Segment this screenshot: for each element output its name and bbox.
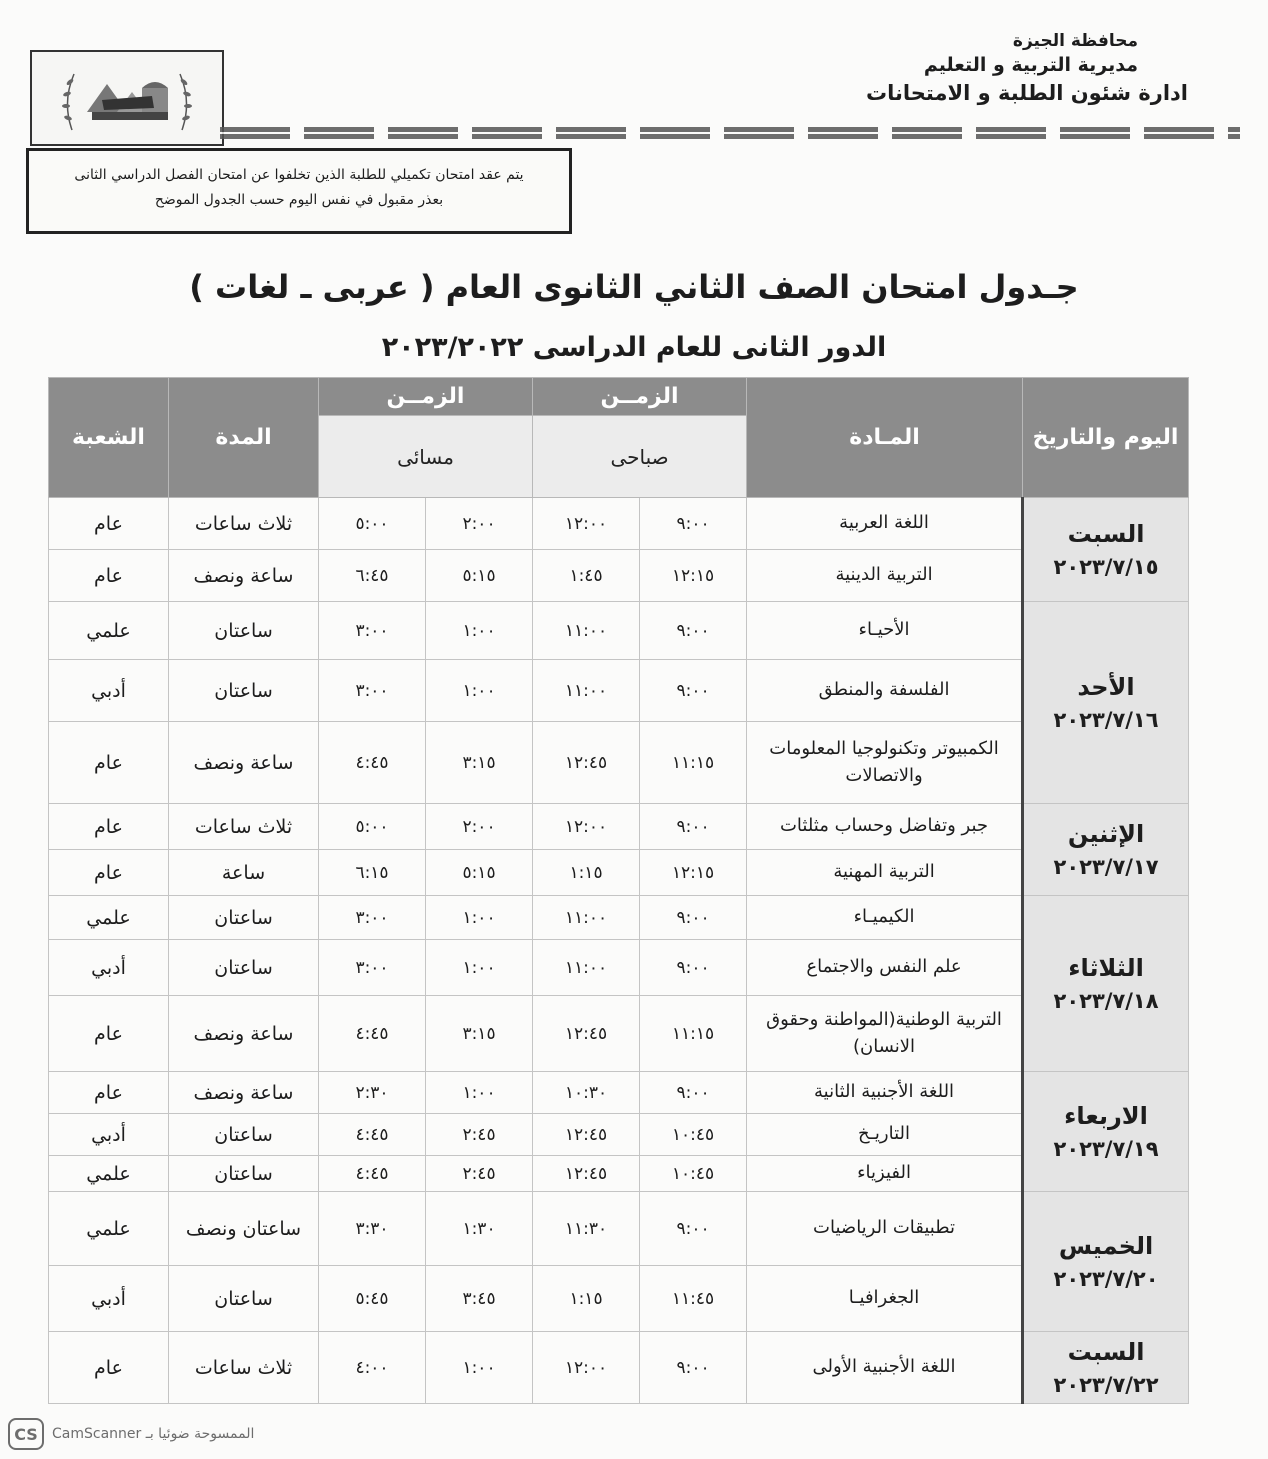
duration-cell: ساعة [169,850,319,896]
table-row [49,602,1189,660]
duration-cell: ساعتان [169,1114,319,1156]
morning-end-time: ١:١٥ [533,1266,640,1332]
evening-end-time: ٢:٣٠ [319,1072,426,1114]
evening-start-time: ١:٠٠ [426,896,533,940]
table-row [49,804,1189,850]
morning-start-time: ١١:٤٥ [640,1266,747,1332]
evening-end-time: ٣:٣٠ [319,1192,426,1266]
table-row [49,1192,1189,1266]
directorate-name: مديرية التربية و التعليم [923,53,1138,76]
header-day: اليوم والتاريخ [1023,378,1189,498]
subject-cell: تطبيقات الرياضيات [747,1192,1023,1266]
morning-start-time: ٩:٠٠ [640,940,747,996]
evening-end-time: ٣:٠٠ [319,940,426,996]
table-row [49,1156,1189,1192]
evening-start-time: ٢:٠٠ [426,804,533,850]
branch-cell: علمي [49,896,169,940]
duration-cell: ساعتان [169,1266,319,1332]
duration-cell: ثلاث ساعات [169,804,319,850]
table-row [49,1266,1189,1332]
morning-end-time: ١٢:٠٠ [533,498,640,550]
branch-cell: عام [49,996,169,1072]
branch-cell: أدبي [49,1114,169,1156]
subject-cell: التربية الوطنية(المواطنة وحقوق الانسان) [747,996,1023,1072]
branch-cell: عام [49,804,169,850]
duration-cell: ساعة ونصف [169,722,319,804]
branch-cell: أدبي [49,940,169,996]
morning-start-time: ٩:٠٠ [640,1332,747,1404]
table-row [49,1114,1189,1156]
duration-cell: ثلاث ساعات [169,1332,319,1404]
morning-start-time: ١٢:١٥ [640,550,747,602]
header-duration: المدة [169,378,319,498]
table-row [49,1072,1189,1114]
subject-cell: الكمبيوتر وتكنولوجيا المعلومات والاتصالات [747,722,1023,804]
branch-cell: علمي [49,1156,169,1192]
day-name: الخميس [1058,1231,1154,1260]
schedule-body [49,498,1189,1404]
evening-end-time: ٤:٤٥ [319,722,426,804]
duration-cell: ساعة ونصف [169,550,319,602]
evening-end-time: ٦:٤٥ [319,550,426,602]
morning-end-time: ١٢:٤٥ [533,722,640,804]
table-row [49,722,1189,804]
duration-cell: ساعتان ونصف [169,1192,319,1266]
duration-cell: ثلاث ساعات [169,498,319,550]
branch-cell: أدبي [49,1266,169,1332]
morning-end-time: ١٢:٤٥ [533,1156,640,1192]
morning-start-time: ٩:٠٠ [640,1072,747,1114]
evening-start-time: ٣:١٥ [426,722,533,804]
exam-schedule-table [48,377,1189,1404]
morning-end-time: ١١:٠٠ [533,896,640,940]
subject-cell: الجغرافيـا [747,1266,1023,1332]
evening-end-time: ٦:١٥ [319,850,426,896]
evening-start-time: ١:٠٠ [426,940,533,996]
page-title: جـدول امتحان الصف الثاني الثانوى العام ( عربى ـ لغات ) [189,268,1079,306]
morning-start-time: ٩:٠٠ [640,804,747,850]
day-date: ٢٠٢٣/٧/١٦ [1053,707,1159,732]
notice-line-1: يتم عقد امتحان تكميلي للطلبة الذين تخلفوا عن امتحان الفصل الدراسي الثانى [74,167,524,183]
subject-cell: علم النفس والاجتماع [747,940,1023,996]
day-date: ٢٠٢٣/٧/٢٢ [1053,1372,1159,1397]
header-evening: مسائى [319,416,533,498]
table-row [49,1332,1189,1404]
header-time-evening-group: الزمــن [319,378,533,416]
morning-end-time: ١٢:٠٠ [533,804,640,850]
evening-end-time: ٤:٤٥ [319,996,426,1072]
branch-cell: عام [49,850,169,896]
morning-end-time: ١:١٥ [533,850,640,896]
department-name: ادارة شئون الطلبة و الامتحانات [866,80,1188,105]
duration-cell: ساعة ونصف [169,996,319,1072]
table-row [49,896,1189,940]
scanner-watermark [8,1416,254,1452]
morning-end-time: ١:٤٥ [533,550,640,602]
day-date-cell [1023,602,1189,804]
evening-end-time: ٤:٠٠ [319,1332,426,1404]
evening-start-time: ١:٠٠ [426,602,533,660]
evening-end-time: ٣:٠٠ [319,660,426,722]
subject-cell: الفلسفة والمنطق [747,660,1023,722]
branch-cell: عام [49,722,169,804]
header-branch: الشعبة [49,378,169,498]
table-row [49,850,1189,896]
giza-governorate-logo [30,50,224,146]
header-divider [220,127,1240,139]
subject-cell: التربية الدينية [747,550,1023,602]
morning-start-time: ١٠:٤٥ [640,1156,747,1192]
morning-end-time: ١١:٠٠ [533,940,640,996]
evening-start-time: ١:٠٠ [426,1332,533,1404]
evening-start-time: ١:٠٠ [426,1072,533,1114]
evening-end-time: ٥:٠٠ [319,498,426,550]
branch-cell: أدبي [49,660,169,722]
evening-start-time: ٥:١٥ [426,850,533,896]
table-row [49,498,1189,550]
duration-cell: ساعتان [169,660,319,722]
evening-start-time: ٢:٤٥ [426,1114,533,1156]
table-row [49,940,1189,996]
subject-cell: الأحيـاء [747,602,1023,660]
evening-end-time: ٥:٠٠ [319,804,426,850]
branch-cell: عام [49,498,169,550]
morning-end-time: ١٠:٣٠ [533,1072,640,1114]
morning-end-time: ١١:٣٠ [533,1192,640,1266]
evening-start-time: ١:٠٠ [426,660,533,722]
table-row [49,550,1189,602]
day-name: السبت [1067,519,1145,548]
subject-cell: اللغة العربية [747,498,1023,550]
morning-start-time: ١١:١٥ [640,722,747,804]
branch-cell: عام [49,1072,169,1114]
duration-cell: ساعتان [169,940,319,996]
day-date-cell [1023,896,1189,1072]
day-name: الأحد [1077,672,1135,701]
day-name: الثلاثاء [1068,953,1144,982]
branch-cell: عام [49,1332,169,1404]
evening-start-time: ٢:٠٠ [426,498,533,550]
camscanner-icon: CS [8,1418,44,1450]
branch-cell: عام [49,550,169,602]
header-morning: صباحى [533,416,747,498]
duration-cell: ساعتان [169,602,319,660]
morning-start-time: ٩:٠٠ [640,602,747,660]
day-date-cell [1023,1072,1189,1192]
table-row [49,996,1189,1072]
evening-end-time: ٣:٠٠ [319,896,426,940]
day-date-cell [1023,1332,1189,1404]
evening-start-time: ١:٣٠ [426,1192,533,1266]
day-date: ٢٠٢٣/٧/١٩ [1053,1136,1159,1161]
evening-start-time: ٣:٤٥ [426,1266,533,1332]
subject-cell: اللغة الأجنبية الأولى [747,1332,1023,1404]
day-date: ٢٠٢٣/٧/١٨ [1053,988,1159,1013]
morning-start-time: ٩:٠٠ [640,1192,747,1266]
subject-cell: اللغة الأجنبية الثانية [747,1072,1023,1114]
table-row [49,660,1189,722]
header-time-morning-group: الزمــن [533,378,747,416]
subject-cell: جبر وتفاضل وحساب مثلثات [747,804,1023,850]
header-subject: المـادة [747,378,1023,498]
governorate-name: محافظة الجيزة [1012,31,1138,51]
notice-line-2: بعذر مقبول في نفس اليوم حسب الجدول الموضح [154,191,444,208]
morning-start-time: ٩:٠٠ [640,896,747,940]
day-date-cell [1023,804,1189,896]
day-name: الإثنين [1067,819,1145,848]
evening-end-time: ٤:٤٥ [319,1114,426,1156]
letterhead [768,30,1188,107]
makeup-exam-notice [26,148,572,234]
evening-end-time: ٣:٠٠ [319,602,426,660]
morning-end-time: ١٢:٤٥ [533,1114,640,1156]
morning-end-time: ١١:٠٠ [533,602,640,660]
duration-cell: ساعتان [169,896,319,940]
duration-cell: ساعتان [169,1156,319,1192]
day-name: الاربعاء [1064,1101,1148,1130]
evening-start-time: ٣:١٥ [426,996,533,1072]
morning-start-time: ١١:١٥ [640,996,747,1072]
camscanner-text: الممسوحة ضوئيا بـ CamScanner [52,1426,255,1442]
morning-end-time: ١٢:٠٠ [533,1332,640,1404]
evening-start-time: ٥:١٥ [426,550,533,602]
morning-start-time: ١٠:٤٥ [640,1114,747,1156]
day-name: السبت [1067,1337,1145,1366]
branch-cell: علمي [49,1192,169,1266]
day-date-cell [1023,498,1189,602]
subject-cell: التربية المهنية [747,850,1023,896]
evening-end-time: ٥:٤٥ [319,1266,426,1332]
subject-cell: التاريـخ [747,1114,1023,1156]
morning-end-time: ١٢:٤٥ [533,996,640,1072]
day-date: ٢٠٢٣/٧/١٥ [1053,554,1159,579]
morning-start-time: ١٢:١٥ [640,850,747,896]
subject-cell: الفيزياء [747,1156,1023,1192]
day-date: ٢٠٢٣/٧/٢٠ [1053,1266,1159,1291]
day-date-cell [1023,1192,1189,1332]
subject-cell: الكيميـاء [747,896,1023,940]
evening-start-time: ٢:٤٥ [426,1156,533,1192]
morning-start-time: ٩:٠٠ [640,660,747,722]
branch-cell: علمي [49,602,169,660]
morning-end-time: ١١:٠٠ [533,660,640,722]
morning-start-time: ٩:٠٠ [640,498,747,550]
page-subtitle: الدور الثانى للعام الدراسى ٢٠٢٣/٢٠٢٢ [381,332,887,363]
duration-cell: ساعة ونصف [169,1072,319,1114]
evening-end-time: ٤:٤٥ [319,1156,426,1192]
day-date: ٢٠٢٣/٧/١٧ [1053,854,1159,879]
